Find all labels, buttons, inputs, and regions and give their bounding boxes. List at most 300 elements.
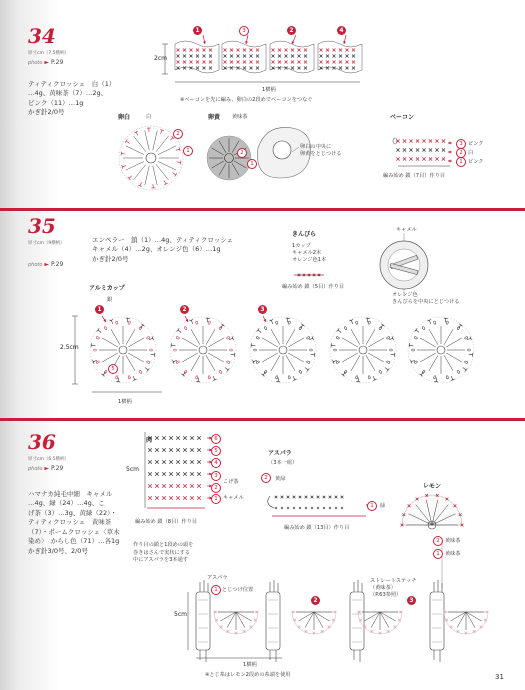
stitch-t bbox=[207, 318, 208, 322]
chain-loop bbox=[457, 370, 461, 374]
magic-ring bbox=[119, 346, 127, 354]
section-divider bbox=[0, 418, 525, 421]
lemon-title: レモン bbox=[423, 483, 442, 490]
stitch-t bbox=[229, 338, 233, 339]
chain-loop bbox=[275, 376, 278, 380]
stitch-t bbox=[278, 378, 279, 382]
start-note: 編み始め 鎖（5目）作り目 bbox=[282, 284, 345, 290]
stitch-spoke bbox=[145, 166, 149, 185]
stitch-t bbox=[287, 318, 288, 322]
chain-loop bbox=[288, 321, 291, 325]
footnote: ※とじ糸はレモン2段めの糸端を使用 bbox=[205, 672, 291, 678]
row-badge: 6 bbox=[211, 434, 221, 444]
lemon-half bbox=[402, 495, 462, 525]
kinpira-line: キャメル2本 bbox=[292, 250, 322, 257]
material-line: ピンク（11）…1g bbox=[28, 98, 84, 107]
stitch-t bbox=[161, 130, 162, 134]
material-line: 染め〉 からし色（71）…各1g bbox=[28, 537, 120, 546]
stitch-spoke bbox=[128, 338, 144, 347]
stitch-t bbox=[172, 173, 175, 175]
stitch-spoke bbox=[191, 355, 200, 371]
photo-page: P.29 bbox=[51, 261, 64, 268]
chain-loop bbox=[208, 321, 211, 325]
row-badge: 3 bbox=[211, 471, 221, 481]
stitch-spoke bbox=[368, 338, 384, 347]
stitch-t bbox=[122, 166, 126, 167]
stitch-t bbox=[133, 376, 134, 380]
stitch-t bbox=[331, 345, 335, 346]
round-badge: 1 bbox=[183, 146, 193, 156]
stitch-spoke bbox=[206, 329, 215, 345]
stitch-t bbox=[429, 320, 430, 324]
stitch-t bbox=[391, 354, 395, 355]
row-color: キャメル bbox=[223, 495, 244, 501]
asparagus-sub: （3本一組） bbox=[268, 460, 298, 466]
stitch-t bbox=[181, 374, 184, 376]
chain-loop bbox=[184, 326, 188, 330]
section-number: 36 bbox=[28, 430, 56, 454]
stitch-t bbox=[373, 376, 374, 380]
photo-page: P.29 bbox=[51, 59, 64, 66]
stitch-spoke bbox=[134, 164, 146, 180]
stitch-t bbox=[409, 345, 413, 346]
size-note: 原寸cm（6.5横柄） bbox=[28, 457, 70, 462]
chain-loop bbox=[226, 336, 230, 339]
cup-title: アルミカップ bbox=[89, 285, 125, 292]
stitch-spoke bbox=[208, 338, 224, 347]
stitch-t bbox=[118, 378, 119, 382]
stitch-spoke bbox=[286, 355, 295, 371]
chain-loop bbox=[146, 336, 150, 339]
stitch-t bbox=[176, 149, 180, 150]
stitch-spoke bbox=[126, 355, 135, 371]
kinpira-line: 1カップ bbox=[292, 243, 311, 249]
stitch-t bbox=[358, 378, 359, 382]
arrow-right-icon: ► bbox=[44, 465, 50, 472]
chain-loop bbox=[306, 361, 310, 364]
material-line: …4g、黄味茶（7）…2g、 bbox=[28, 89, 108, 98]
photo-label: photo bbox=[28, 262, 43, 268]
stitch-spoke bbox=[182, 338, 198, 347]
stitch-spoke bbox=[342, 338, 358, 347]
chain-loop bbox=[264, 326, 268, 330]
photo-label: photo bbox=[28, 466, 43, 472]
arrow-head-icon bbox=[448, 151, 451, 154]
stitch-t bbox=[191, 320, 192, 324]
roll-note-line: 作り目の鎖と1段めの頭を bbox=[133, 542, 194, 548]
stitch-spoke bbox=[351, 355, 360, 371]
egg-white-title: 卵白 bbox=[118, 114, 131, 121]
stitch-t bbox=[445, 318, 446, 322]
stitch-t bbox=[385, 367, 388, 369]
egg-white-color: 白 bbox=[146, 114, 152, 120]
chain-loop bbox=[464, 361, 468, 364]
stitch-spoke bbox=[262, 338, 278, 347]
chain-loop bbox=[104, 326, 108, 330]
egg-note bbox=[300, 144, 342, 159]
chain-loop bbox=[208, 376, 211, 380]
stitch-t bbox=[178, 330, 181, 332]
material-line: げ茶（3）…3g、黄緑（22）・ bbox=[28, 508, 117, 517]
stitch-t bbox=[251, 345, 255, 346]
yolk-title: 卵黄 bbox=[208, 114, 221, 121]
stitch-spoke bbox=[420, 353, 436, 362]
turning-chain bbox=[393, 138, 397, 144]
chain-loop bbox=[139, 370, 143, 374]
material-line: （7）・ポームクロッシェ〈草木 bbox=[28, 527, 120, 536]
stitch-t bbox=[198, 378, 199, 382]
chain-loop bbox=[464, 336, 468, 339]
stitch-spoke bbox=[429, 355, 438, 371]
chain-loop bbox=[253, 349, 256, 351]
orange-line: きんぴらを中央にとじつける bbox=[392, 299, 460, 306]
stitch-t bbox=[271, 320, 272, 324]
start-note: 編み始め 鎖（7目）作り目 bbox=[383, 173, 446, 179]
material-line: かぎ針2/0号 bbox=[28, 108, 65, 117]
stitch-t bbox=[258, 330, 261, 332]
chain-loop bbox=[467, 349, 470, 351]
row-color: こげ茶 bbox=[223, 479, 239, 485]
magic-ring bbox=[279, 346, 287, 354]
stitch-t bbox=[171, 345, 175, 346]
closing-label: とじつけ位置 bbox=[222, 587, 254, 593]
stitch-spoke bbox=[128, 353, 144, 362]
row-color: 緑 bbox=[380, 503, 386, 509]
chain-loop bbox=[344, 326, 348, 330]
stitch-t bbox=[309, 338, 313, 339]
stitch-spoke bbox=[182, 353, 198, 362]
chain-loop bbox=[128, 321, 131, 325]
yolk-color: 黄味茶 bbox=[232, 114, 248, 120]
chain-loop bbox=[386, 361, 390, 364]
stitch-spoke bbox=[134, 136, 146, 152]
egg-note-line: 卵白の中央に bbox=[300, 144, 332, 150]
stitch-t bbox=[463, 367, 466, 369]
step-badge: 3 bbox=[407, 596, 416, 605]
stitch-t bbox=[121, 154, 125, 155]
material-line: ティティクロッシェ 黄味茶 bbox=[28, 518, 112, 527]
kinpira-line: オレンジ色1本 bbox=[292, 257, 327, 264]
row-color: 黄緑 bbox=[275, 476, 286, 482]
stitch-t bbox=[177, 162, 181, 163]
material-line: …4g、緑（24）…4g、こ bbox=[28, 499, 105, 508]
photo-page-link[interactable] bbox=[28, 59, 63, 66]
size-note: 原寸cm（7.5横柄） bbox=[28, 51, 70, 56]
roll-shape bbox=[196, 592, 210, 650]
kinpira-notes bbox=[292, 243, 326, 264]
stitch-t bbox=[416, 330, 419, 332]
orange-note bbox=[392, 292, 459, 306]
round-badge: 5 bbox=[108, 364, 118, 374]
join-note: ※ベーコンを先に編み、卵白の2段めでベーコンをつなぐ bbox=[180, 97, 313, 103]
chain-loop bbox=[226, 361, 230, 364]
stitch-note bbox=[370, 578, 417, 599]
stitch-t bbox=[253, 360, 257, 361]
stitch-t bbox=[141, 324, 144, 326]
magic-ring bbox=[146, 153, 156, 163]
chain-loop bbox=[115, 321, 118, 325]
size-note: 原寸cm（9横柄） bbox=[28, 241, 65, 246]
start-note: 編み始め 鎖（8目）作り目 bbox=[135, 519, 198, 525]
magic-ring bbox=[199, 346, 207, 354]
magic-ring bbox=[437, 346, 445, 354]
kinpira-title: きんぴら bbox=[292, 231, 317, 238]
chain-loop bbox=[336, 336, 340, 339]
stitch-spoke bbox=[368, 353, 384, 362]
stitch-t bbox=[333, 360, 337, 361]
row-badge: 4 bbox=[211, 458, 221, 468]
chain-loop bbox=[433, 376, 436, 380]
width-label: 1横柄 bbox=[118, 399, 132, 405]
chain-loop bbox=[128, 376, 131, 380]
stitch-spoke bbox=[271, 329, 280, 345]
round-badge: 2 bbox=[173, 129, 183, 139]
camel-label: キャメル bbox=[396, 227, 417, 233]
stitch-spoke bbox=[126, 329, 135, 345]
arrow-head-icon bbox=[343, 41, 346, 44]
material-line: ハマナカ純毛中細 キャメル bbox=[28, 490, 113, 498]
chain-loop bbox=[411, 349, 414, 351]
stitch-spoke bbox=[288, 338, 304, 347]
stitch-line: （黄味茶） bbox=[370, 585, 396, 592]
stitch-spoke bbox=[288, 353, 304, 362]
material-line: キャメル（4）…2g、オレンジ色（6）…1g bbox=[92, 245, 221, 254]
chain-loop bbox=[386, 336, 390, 339]
stitch-t bbox=[98, 330, 101, 332]
row-color: 黄味茶 bbox=[445, 538, 461, 544]
width-label: 1横柄 bbox=[262, 87, 276, 93]
chain-loop bbox=[173, 349, 176, 351]
material-line: エンペラー 鎖（1）…4g、ティティクロッシェ bbox=[92, 236, 234, 244]
chain-loop bbox=[433, 321, 436, 325]
chain-loop bbox=[355, 321, 358, 325]
arrow-right-icon: ► bbox=[44, 59, 50, 66]
stitch-t bbox=[129, 176, 132, 179]
stitch-t bbox=[293, 376, 294, 380]
stitch-spoke bbox=[126, 161, 144, 170]
row-badge: 2 bbox=[433, 536, 443, 546]
stitch-line: （P.63参照） bbox=[370, 592, 402, 599]
roll-shape bbox=[430, 592, 444, 650]
chain-loop bbox=[414, 361, 418, 364]
row-badge: 2 bbox=[261, 473, 271, 483]
round-badge: 1 bbox=[247, 159, 257, 169]
stitch-t bbox=[213, 376, 214, 380]
arrow-head-icon bbox=[448, 160, 451, 163]
step-badge: 3 bbox=[239, 26, 249, 36]
chain-loop bbox=[368, 321, 371, 325]
chain-loop bbox=[146, 361, 150, 364]
step-badge: 2 bbox=[311, 596, 320, 605]
height-label: 5cm bbox=[126, 466, 139, 473]
stitch-t bbox=[145, 367, 148, 369]
stitch-t bbox=[91, 345, 95, 346]
chain-loop bbox=[368, 376, 371, 380]
chain-loop bbox=[379, 370, 383, 374]
stitch-t bbox=[164, 181, 166, 184]
row-badge: 1 bbox=[433, 549, 443, 559]
stitch-spoke bbox=[145, 131, 149, 150]
photo-page-link[interactable] bbox=[28, 465, 63, 472]
height-label: 2cm bbox=[154, 55, 167, 62]
row-badge: 1 bbox=[367, 501, 377, 511]
chain-loop bbox=[446, 321, 449, 325]
stitch-t bbox=[338, 330, 341, 332]
stitch-t bbox=[93, 360, 97, 361]
stitch-spoke bbox=[158, 146, 176, 155]
chain-loop bbox=[299, 370, 303, 374]
stitch-spoke bbox=[342, 353, 358, 362]
stitch-spoke bbox=[262, 353, 278, 362]
stitch-spoke bbox=[429, 329, 438, 345]
chain-loop bbox=[176, 336, 180, 339]
stitch-t bbox=[469, 354, 473, 355]
turning-chain bbox=[268, 496, 274, 508]
stitch-spoke bbox=[444, 329, 453, 345]
round-badge: 2 bbox=[237, 148, 247, 158]
photo-page-link[interactable] bbox=[28, 261, 63, 268]
stitch-spoke bbox=[153, 166, 157, 185]
width-label: 1横柄 bbox=[243, 662, 257, 668]
stitch-t bbox=[149, 338, 153, 339]
stitch-t bbox=[221, 324, 224, 326]
stitch-spoke bbox=[126, 146, 144, 155]
row-badge: 2 bbox=[456, 148, 466, 158]
roll-shape bbox=[266, 592, 280, 650]
chain-loop bbox=[176, 361, 180, 364]
stitch-spoke bbox=[444, 355, 453, 371]
page-number: 31 bbox=[495, 673, 504, 681]
chain-loop bbox=[333, 349, 336, 351]
section-divider bbox=[0, 208, 525, 211]
arrow-head-icon bbox=[203, 41, 206, 44]
chain-loop bbox=[306, 336, 310, 339]
stitch-t bbox=[126, 141, 129, 143]
yolk-shape bbox=[273, 141, 291, 159]
meat-title: 肉 bbox=[146, 437, 153, 444]
step-badge: 1 bbox=[211, 585, 221, 595]
step-badge: 2 bbox=[287, 26, 296, 35]
stitch-t bbox=[127, 318, 128, 322]
chain-loop bbox=[414, 336, 418, 339]
stitch-spoke bbox=[156, 136, 168, 152]
stitch-spoke bbox=[286, 329, 295, 345]
row-color: ピンク bbox=[468, 159, 484, 165]
materials-list bbox=[92, 236, 233, 264]
stitch-spoke bbox=[420, 338, 436, 347]
start-note: 編み始め 鎖（13目）作り目 bbox=[284, 525, 350, 531]
materials-list bbox=[28, 490, 120, 556]
arrow-right-icon: ► bbox=[44, 261, 50, 268]
bacon-title: ベーコン bbox=[390, 114, 415, 121]
row-badge: 2 bbox=[211, 483, 221, 493]
chain-loop bbox=[219, 370, 223, 374]
asparagus-label: アスパラ bbox=[207, 575, 228, 581]
egg-note-line: 卵黄をとじつける bbox=[300, 151, 342, 158]
step-badge: 3 bbox=[258, 305, 267, 314]
row-badge: 1 bbox=[456, 157, 466, 167]
section-number: 34 bbox=[28, 24, 56, 48]
stitch-t bbox=[411, 360, 415, 361]
chain-loop bbox=[96, 361, 100, 364]
material-line: かぎ針2/0号 bbox=[92, 254, 129, 263]
row-badge: 3 bbox=[456, 139, 466, 149]
chain-loop bbox=[275, 321, 278, 325]
chain-loop bbox=[96, 336, 100, 339]
step-badge: 2 bbox=[180, 305, 189, 314]
step-badge: 1 bbox=[95, 305, 104, 314]
asparagus-title: アスパラ bbox=[268, 450, 292, 457]
stitch-spoke bbox=[446, 338, 462, 347]
stitch-spoke bbox=[366, 329, 375, 345]
chain-loop bbox=[309, 349, 312, 351]
stitch-spoke bbox=[351, 329, 360, 345]
arrow-head-icon bbox=[245, 41, 248, 44]
stitch-t bbox=[140, 182, 141, 186]
stitch-t bbox=[151, 354, 155, 355]
arrow-head-icon bbox=[448, 142, 451, 145]
photo-label: photo bbox=[28, 60, 43, 66]
stitch-t bbox=[225, 367, 228, 369]
stitch-spoke bbox=[158, 161, 176, 170]
stitch-t bbox=[136, 132, 138, 135]
stitch-spoke bbox=[102, 353, 118, 362]
chain-loop bbox=[93, 349, 96, 351]
stitch-t bbox=[231, 354, 235, 355]
stitch-spoke bbox=[271, 355, 280, 371]
cup-color: 銀 bbox=[107, 297, 113, 303]
orange-line: オレンジ色 bbox=[392, 292, 418, 298]
stitch-spoke bbox=[191, 329, 200, 345]
row-color: 黄味茶 bbox=[445, 551, 461, 557]
chain-loop bbox=[195, 321, 198, 325]
section-number: 35 bbox=[28, 214, 56, 238]
row-badge: 1 bbox=[211, 494, 221, 504]
chain-loop bbox=[355, 376, 358, 380]
chain-loop bbox=[446, 376, 449, 380]
chain-loop bbox=[256, 361, 260, 364]
chain-loop bbox=[336, 361, 340, 364]
stitch-t bbox=[367, 318, 368, 322]
chain-loop bbox=[422, 326, 426, 330]
height-label: 5cm bbox=[174, 611, 187, 618]
stitch-t bbox=[311, 354, 315, 355]
height-label: 2.5cm bbox=[60, 344, 79, 351]
stitch-t bbox=[467, 338, 471, 339]
stitch-t bbox=[305, 367, 308, 369]
stitch-spoke bbox=[206, 355, 215, 371]
row-color: 白 bbox=[468, 150, 474, 156]
chain-loop bbox=[229, 349, 232, 351]
stitch-spoke bbox=[446, 353, 462, 362]
stitch-spoke bbox=[102, 338, 118, 347]
stitch-t bbox=[451, 376, 452, 380]
materials-list bbox=[28, 80, 115, 118]
roll-note bbox=[133, 542, 193, 565]
stitch-t bbox=[436, 378, 437, 382]
chain-loop bbox=[195, 376, 198, 380]
row-badge: 5 bbox=[211, 446, 221, 456]
chain-loop bbox=[389, 349, 392, 351]
stitch-spoke bbox=[156, 164, 168, 180]
roll-note-line: 中にアスパラを3本通す bbox=[133, 557, 188, 564]
material-line: かぎ針3/0号、2/0号 bbox=[28, 546, 88, 555]
step-badge: 1 bbox=[193, 26, 202, 35]
stitch-spoke bbox=[153, 131, 157, 150]
stitch-t bbox=[170, 138, 173, 141]
chain-loop bbox=[115, 376, 118, 380]
material-line: ティティクロッシェ 白（1） bbox=[28, 80, 116, 88]
